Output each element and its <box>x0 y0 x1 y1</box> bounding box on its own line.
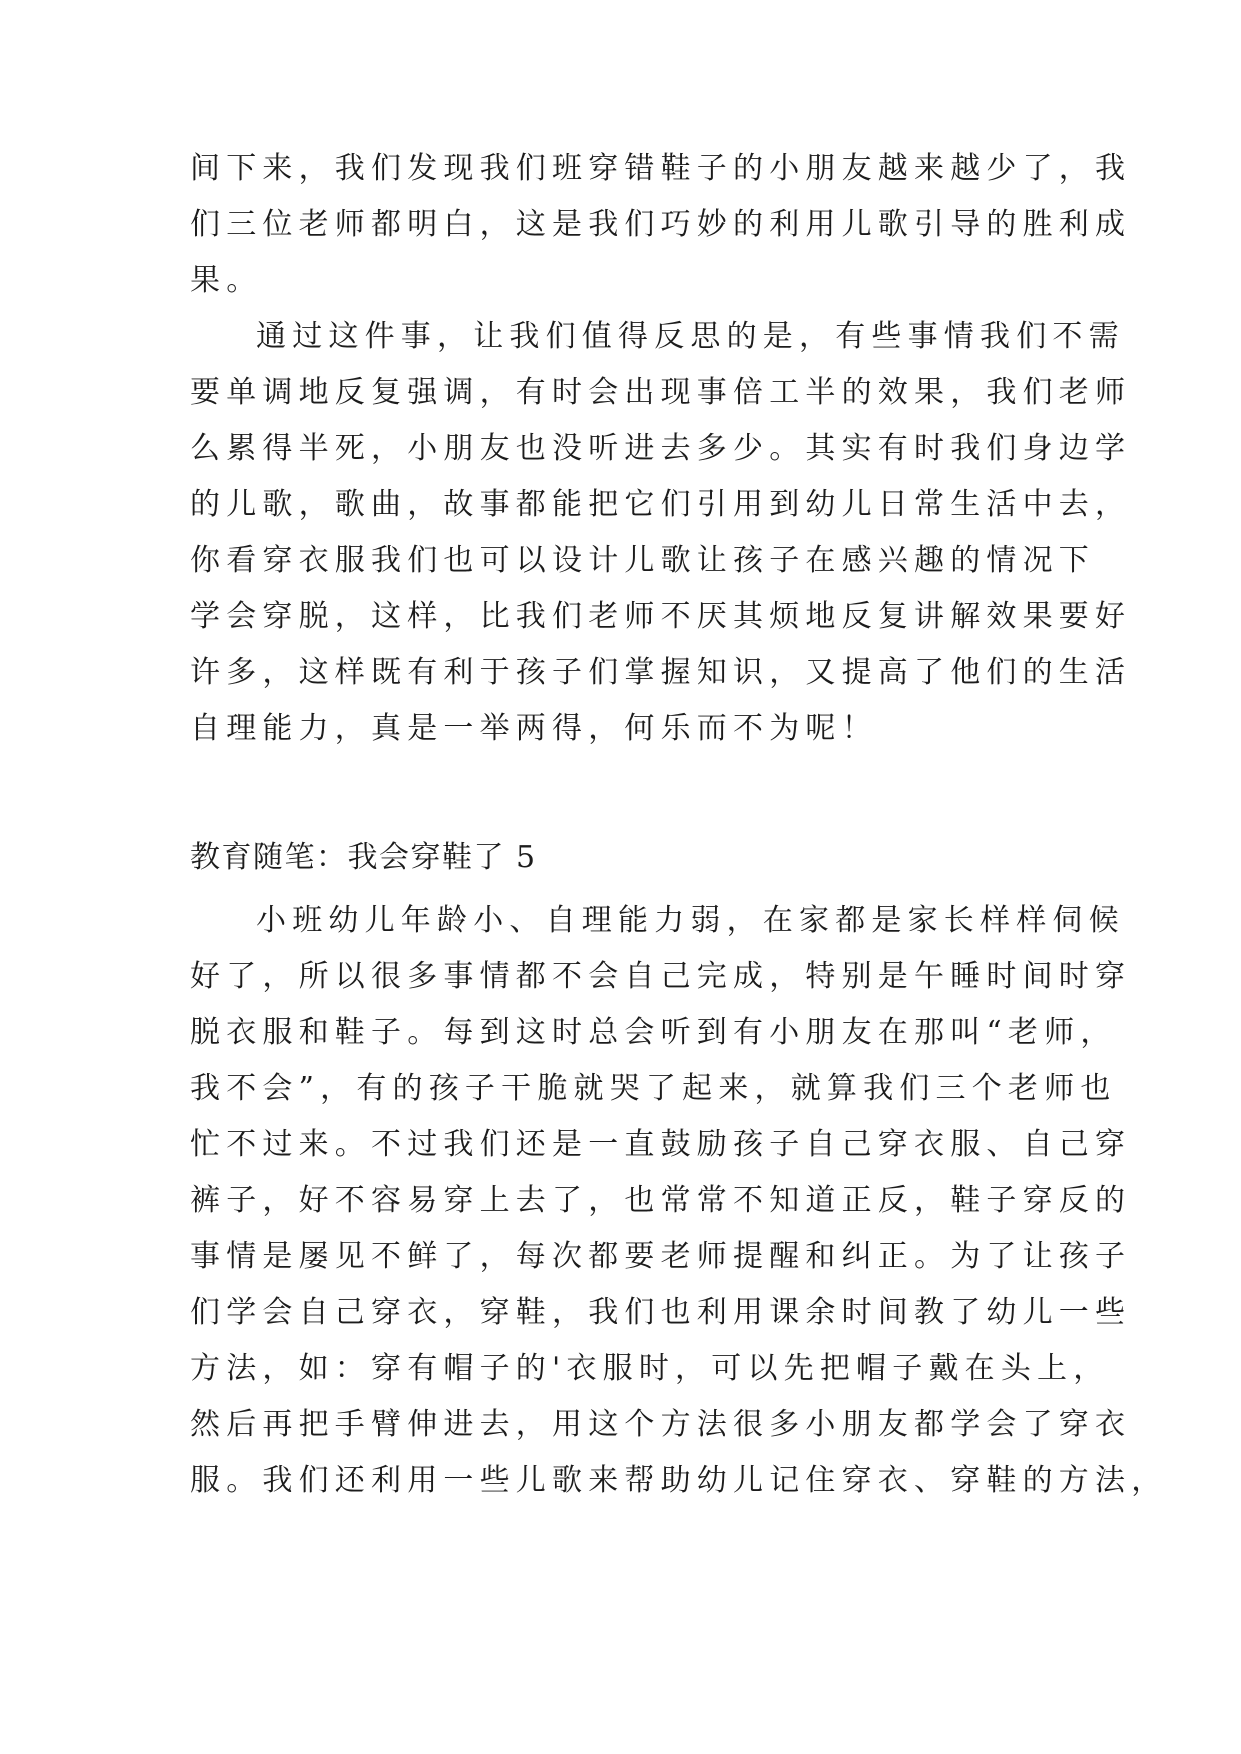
paragraph-line: 忙不过来。不过我们还是一直鼓励孩子自己穿衣服、自己穿 <box>190 1127 1132 1162</box>
paragraph-line: 你看穿衣服我们也可以设计儿歌让孩子在感兴趣的情况下 <box>190 543 1095 578</box>
paragraph-line: 们学会自己穿衣，穿鞋，我们也利用课余时间教了幼儿一些 <box>190 1295 1132 1330</box>
section-heading: 教育随笔：我会穿鞋了 5 <box>190 840 537 875</box>
paragraph-line: 方法，如：穿有帽子的'衣服时，可以先把帽子戴在头上， <box>190 1351 1110 1386</box>
paragraph-line: 脱衣服和鞋子。每到这时总会听到有小朋友在那叫“老师， <box>190 1015 1117 1050</box>
paragraph-line: 要单调地反复强调，有时会出现事倍工半的效果，我们老师 <box>190 375 1132 410</box>
paragraph-line: 好了，所以很多事情都不会自己完成，特别是午睡时间时穿 <box>190 959 1132 994</box>
paragraph-line: 间下来，我们发现我们班穿错鞋子的小朋友越来越少了，我 <box>190 151 1132 186</box>
paragraph-line: 许多，这样既有利于孩子们掌握知识，又提高了他们的生活 <box>190 655 1132 690</box>
paragraph-line: 裤子，好不容易穿上去了，也常常不知道正反，鞋子穿反的 <box>190 1183 1132 1218</box>
paragraph-line: 学会穿脱，这样，比我们老师不厌其烦地反复讲解效果要好 <box>190 599 1132 634</box>
paragraph-line: 我不会”，有的孩子干脆就哭了起来，就算我们三个老师也 <box>190 1071 1117 1106</box>
paragraph-line: 服。我们还利用一些儿歌来帮助幼儿记住穿衣、穿鞋的方法， <box>190 1463 1168 1498</box>
paragraph-line: 自理能力，真是一举两得，何乐而不为呢！ <box>190 711 878 746</box>
paragraph-line: 然后再把手臂伸进去，用这个方法很多小朋友都学会了穿衣 <box>190 1407 1132 1442</box>
paragraph-first-line: 通过这件事，让我们值得反思的是，有些事情我们不需 <box>256 319 1125 354</box>
paragraph-line: 的儿歌，歌曲，故事都能把它们引用到幼儿日常生活中去， <box>190 487 1132 522</box>
paragraph-line: 事情是屡见不鲜了，每次都要老师提醒和纠正。为了让孩子 <box>190 1239 1132 1274</box>
paragraph-line: 们三位老师都明白，这是我们巧妙的利用儿歌引导的胜利成 <box>190 207 1132 242</box>
paragraph-line: 果。 <box>190 263 263 298</box>
paragraph-line: 么累得半死，小朋友也没听进去多少。其实有时我们身边学 <box>190 431 1132 466</box>
paragraph-first-line: 小班幼儿年龄小、自理能力弱，在家都是家长样样伺候 <box>256 903 1125 938</box>
